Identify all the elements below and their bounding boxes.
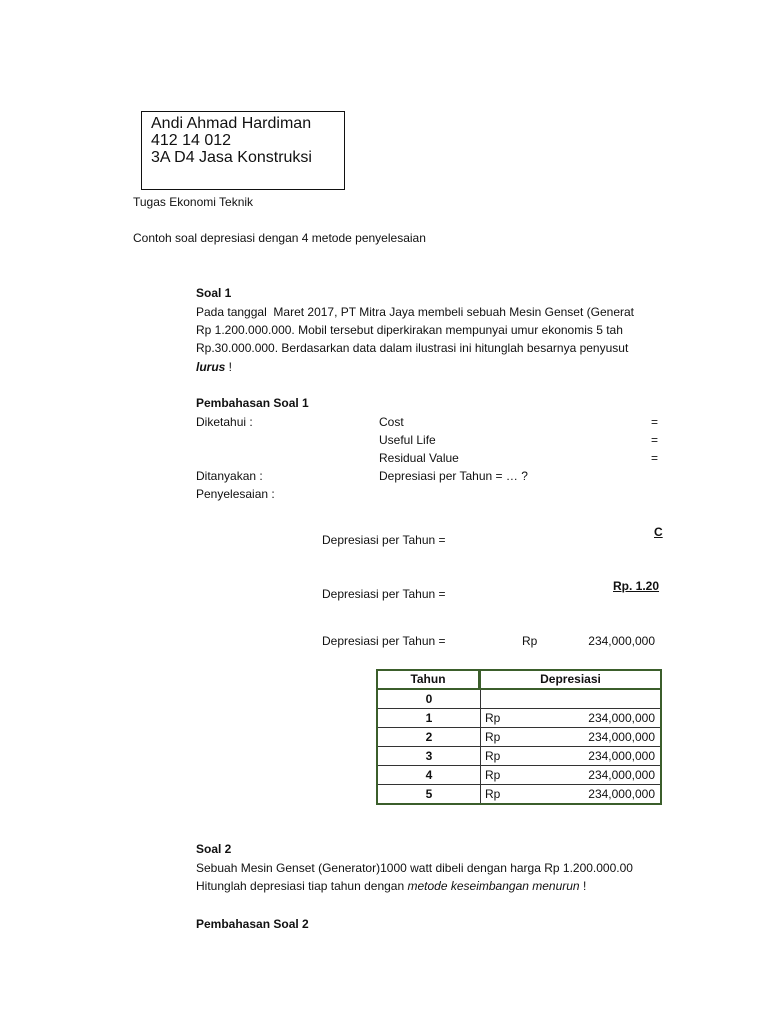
currency-label: Rp <box>485 768 501 782</box>
depreciation-cell <box>481 728 660 746</box>
year-cell: 3 <box>378 747 481 765</box>
ditanyakan-label: Ditanyakan : <box>196 469 263 483</box>
soal1-method-emphasis: lurus <box>196 360 226 374</box>
table-row <box>378 785 660 803</box>
year-cell: 4 <box>378 766 481 784</box>
soal1-title: Soal 1 <box>196 286 232 300</box>
soal1-line-end: ! <box>225 360 233 374</box>
intro-text: Contoh soal depresiasi dengan 4 metode penyelesaian <box>133 231 426 245</box>
soal2-method-emphasis: metode keseimbangan menurun <box>407 879 580 893</box>
year-cell: 1 <box>378 709 481 727</box>
depreciation-value: 234,000,000 <box>588 711 655 725</box>
depreciation-value: 234,000,000 <box>588 749 655 763</box>
currency-label: Rp <box>485 711 501 725</box>
soal2-line: Sebuah Mesin Genset (Generator)1000 watt dibeli dengan harga Rp 1.200.000.00 <box>196 861 633 875</box>
year-cell: 0 <box>378 690 481 708</box>
step1-numerator: C <box>654 525 663 539</box>
step3-currency: Rp <box>522 634 538 648</box>
soal2-line <box>196 877 586 895</box>
depreciation-value: 234,000,000 <box>588 730 655 744</box>
student-class: 3A D4 Jasa Konstruksi <box>151 149 312 166</box>
table-row <box>378 709 660 728</box>
table-row <box>378 747 660 766</box>
step2-label: Depresiasi per Tahun = <box>322 587 446 601</box>
soal1-line: Pada tanggal Maret 2017, PT Mitra Jaya membeli sebuah Mesin Genset (Generat <box>196 305 635 319</box>
soal1-line: Rp.30.000.000. Berdasarkan data dalam ilustrasi ini hitunglah besarnya penyusut <box>196 341 629 355</box>
table-row <box>378 728 660 747</box>
step2-numerator: Rp. 1.20 <box>613 579 660 593</box>
soal2-line-end: ! <box>579 879 587 893</box>
year-cell: 5 <box>378 785 481 803</box>
given-label-cost: Cost <box>379 415 404 429</box>
table-header-depresiasi: Depresiasi <box>480 669 662 690</box>
depreciation-cell <box>481 747 660 765</box>
soal2-title: Soal 2 <box>196 842 232 856</box>
student-id: 412 14 012 <box>151 132 232 149</box>
ditanyakan-value: Depresiasi per Tahun = … ? <box>379 469 528 483</box>
table-row <box>378 690 660 709</box>
table-header-tahun: Tahun <box>376 669 480 690</box>
depreciation-cell <box>481 690 660 708</box>
given-equals: = <box>651 451 659 465</box>
soal2-line-start: Hitunglah depresiasi tiap tahun dengan <box>196 879 408 893</box>
given-label-useful-life: Useful Life <box>379 433 436 447</box>
depreciation-cell <box>481 785 660 803</box>
table-body <box>376 690 662 805</box>
depreciation-cell <box>481 766 660 784</box>
depreciation-table <box>376 669 662 805</box>
step1-label: Depresiasi per Tahun = <box>322 533 446 547</box>
soal1-line <box>196 358 232 376</box>
depreciation-value: 234,000,000 <box>588 787 655 801</box>
table-header-row <box>376 669 662 690</box>
currency-label: Rp <box>485 730 501 744</box>
given-equals: = <box>651 433 659 447</box>
pembahasan2-title: Pembahasan Soal 2 <box>196 917 309 931</box>
step3-label: Depresiasi per Tahun = <box>322 634 446 648</box>
table-row <box>378 766 660 785</box>
given-label-residual-value: Residual Value <box>379 451 459 465</box>
penyelesaian-label: Penyelesaian : <box>196 487 275 501</box>
student-name: Andi Ahmad Hardiman <box>151 115 312 132</box>
depreciation-cell <box>481 709 660 727</box>
given-equals: = <box>651 415 659 429</box>
year-cell: 2 <box>378 728 481 746</box>
identity-box <box>141 111 345 190</box>
depreciation-value: 234,000,000 <box>588 768 655 782</box>
pembahasan1-title: Pembahasan Soal 1 <box>196 396 309 410</box>
diketahui-label: Diketahui : <box>196 415 253 429</box>
course-title: Tugas Ekonomi Teknik <box>133 195 254 209</box>
step3-value: 234,000,000 <box>588 634 655 648</box>
soal1-line: Rp 1.200.000.000. Mobil tersebut diperkirakan mempunyai umur ekonomis 5 tah <box>196 323 623 337</box>
currency-label: Rp <box>485 749 501 763</box>
currency-label: Rp <box>485 787 501 801</box>
